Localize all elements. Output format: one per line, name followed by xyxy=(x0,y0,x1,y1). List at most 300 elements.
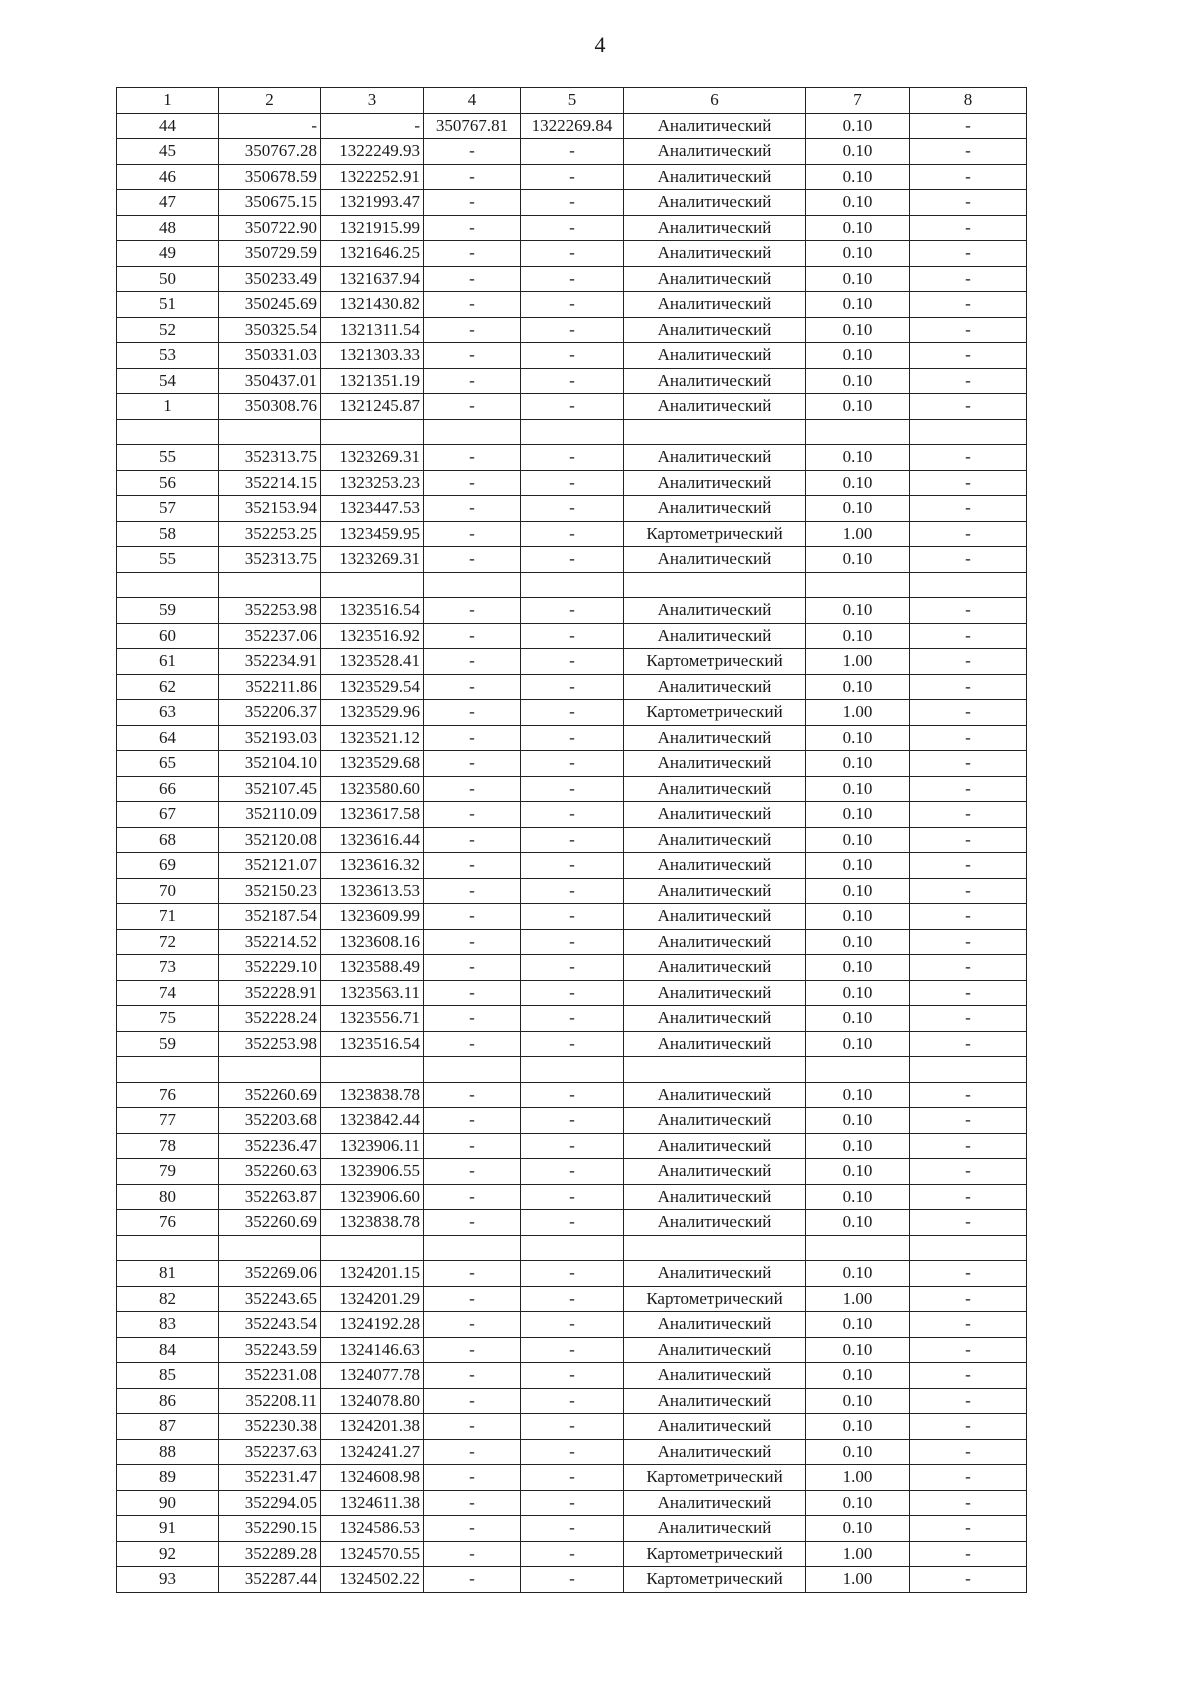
method-cell: Аналитический xyxy=(624,623,806,649)
note-cell: - xyxy=(910,1261,1027,1287)
y-coordinate-cell: 1323838.78 xyxy=(321,1082,424,1108)
y-coordinate-cell: 1324570.55 xyxy=(321,1541,424,1567)
page-number: 4 xyxy=(594,32,606,57)
y-coordinate-cell: 1321245.87 xyxy=(321,394,424,420)
table-row xyxy=(117,700,1027,726)
y-new-coordinate-cell: - xyxy=(521,445,624,471)
method-cell: Аналитический xyxy=(624,955,806,981)
note-cell: - xyxy=(910,113,1027,139)
precision-cell: 0.10 xyxy=(806,598,910,624)
note-cell: - xyxy=(910,776,1027,802)
note-cell: - xyxy=(910,598,1027,624)
x-new-coordinate-cell: - xyxy=(424,1159,521,1185)
y-new-coordinate-cell xyxy=(521,572,624,598)
note-cell: - xyxy=(910,649,1027,675)
x-new-coordinate-cell xyxy=(424,1235,521,1261)
y-coordinate-cell: 1321303.33 xyxy=(321,343,424,369)
y-coordinate-cell: 1324201.29 xyxy=(321,1286,424,1312)
table-row xyxy=(117,1082,1027,1108)
x-coordinate-cell: 352269.06 xyxy=(219,1261,321,1287)
point-number-cell: 66 xyxy=(117,776,219,802)
point-number-cell: 55 xyxy=(117,445,219,471)
x-coordinate-cell: 352211.86 xyxy=(219,674,321,700)
x-coordinate-cell: 352229.10 xyxy=(219,955,321,981)
method-cell: Аналитический xyxy=(624,725,806,751)
precision-cell: 0.10 xyxy=(806,878,910,904)
y-new-coordinate-cell: - xyxy=(521,878,624,904)
point-number-cell: 74 xyxy=(117,980,219,1006)
note-cell xyxy=(910,419,1027,445)
precision-cell: 1.00 xyxy=(806,1465,910,1491)
y-coordinate-cell: 1323613.53 xyxy=(321,878,424,904)
header-cell: 5 xyxy=(521,88,624,114)
x-new-coordinate-cell: - xyxy=(424,470,521,496)
table-row xyxy=(117,1210,1027,1236)
note-cell: - xyxy=(910,1439,1027,1465)
point-number-cell: 52 xyxy=(117,317,219,343)
point-number-cell xyxy=(117,1235,219,1261)
note-cell: - xyxy=(910,700,1027,726)
x-coordinate-cell: 350331.03 xyxy=(219,343,321,369)
x-new-coordinate-cell: - xyxy=(424,878,521,904)
method-cell: Аналитический xyxy=(624,1210,806,1236)
method-cell: Аналитический xyxy=(624,1312,806,1338)
table-row xyxy=(117,1567,1027,1593)
x-coordinate-cell: 350767.28 xyxy=(219,139,321,165)
y-new-coordinate-cell: - xyxy=(521,266,624,292)
y-new-coordinate-cell: - xyxy=(521,164,624,190)
y-coordinate-cell: 1323588.49 xyxy=(321,955,424,981)
y-new-coordinate-cell: - xyxy=(521,674,624,700)
precision-cell: 0.10 xyxy=(806,394,910,420)
point-number-cell: 56 xyxy=(117,470,219,496)
method-cell: Аналитический xyxy=(624,878,806,904)
y-coordinate-cell: 1324201.38 xyxy=(321,1414,424,1440)
point-number-cell: 51 xyxy=(117,292,219,318)
note-cell: - xyxy=(910,343,1027,369)
y-new-coordinate-cell: - xyxy=(521,1082,624,1108)
point-number-cell: 69 xyxy=(117,853,219,879)
x-coordinate-cell: 352214.52 xyxy=(219,929,321,955)
precision-cell: 0.10 xyxy=(806,1108,910,1134)
y-coordinate-cell: 1323521.12 xyxy=(321,725,424,751)
y-new-coordinate-cell: - xyxy=(521,343,624,369)
y-coordinate-cell: 1324192.28 xyxy=(321,1312,424,1338)
x-coordinate-cell: 352290.15 xyxy=(219,1516,321,1542)
y-coordinate-cell: 1324078.80 xyxy=(321,1388,424,1414)
point-number-cell: 58 xyxy=(117,521,219,547)
note-cell: - xyxy=(910,1159,1027,1185)
precision-cell xyxy=(806,1057,910,1083)
header-cell: 8 xyxy=(910,88,1027,114)
precision-cell: 0.10 xyxy=(806,623,910,649)
method-cell: Аналитический xyxy=(624,980,806,1006)
y-coordinate-cell: 1324611.38 xyxy=(321,1490,424,1516)
method-cell: Аналитический xyxy=(624,1363,806,1389)
y-coordinate-cell: 1323556.71 xyxy=(321,1006,424,1032)
y-coordinate-cell: 1323528.41 xyxy=(321,649,424,675)
x-new-coordinate-cell: - xyxy=(424,215,521,241)
note-cell: - xyxy=(910,674,1027,700)
y-coordinate-cell: 1323447.53 xyxy=(321,496,424,522)
table-row xyxy=(117,1465,1027,1491)
note-cell xyxy=(910,1235,1027,1261)
note-cell: - xyxy=(910,1363,1027,1389)
note-cell xyxy=(910,572,1027,598)
note-cell: - xyxy=(910,904,1027,930)
y-new-coordinate-cell: - xyxy=(521,1490,624,1516)
precision-cell: 0.10 xyxy=(806,827,910,853)
y-coordinate-cell: 1321646.25 xyxy=(321,241,424,267)
x-new-coordinate-cell: - xyxy=(424,1261,521,1287)
precision-cell: 0.10 xyxy=(806,1516,910,1542)
table-row xyxy=(117,1516,1027,1542)
x-new-coordinate-cell: - xyxy=(424,827,521,853)
y-coordinate-cell: 1323529.96 xyxy=(321,700,424,726)
x-new-coordinate-cell: - xyxy=(424,1031,521,1057)
y-coordinate-cell: - xyxy=(321,113,424,139)
x-new-coordinate-cell: - xyxy=(424,1465,521,1491)
note-cell: - xyxy=(910,266,1027,292)
method-cell: Аналитический xyxy=(624,802,806,828)
x-coordinate-cell xyxy=(219,1057,321,1083)
table-row xyxy=(117,139,1027,165)
x-coordinate-cell xyxy=(219,572,321,598)
coordinates-table xyxy=(116,87,1027,1593)
y-new-coordinate-cell: - xyxy=(521,1286,624,1312)
precision-cell: 0.10 xyxy=(806,1210,910,1236)
note-cell: - xyxy=(910,980,1027,1006)
precision-cell: 0.10 xyxy=(806,1159,910,1185)
table-row xyxy=(117,598,1027,624)
x-new-coordinate-cell: - xyxy=(424,317,521,343)
table-row xyxy=(117,190,1027,216)
note-cell: - xyxy=(910,521,1027,547)
y-coordinate-cell: 1323609.99 xyxy=(321,904,424,930)
point-number-cell: 54 xyxy=(117,368,219,394)
y-coordinate-cell: 1323563.11 xyxy=(321,980,424,1006)
x-coordinate-cell: 352236.47 xyxy=(219,1133,321,1159)
x-new-coordinate-cell: - xyxy=(424,853,521,879)
y-new-coordinate-cell: - xyxy=(521,521,624,547)
note-cell: - xyxy=(910,1567,1027,1593)
y-coordinate-cell: 1321430.82 xyxy=(321,292,424,318)
method-cell: Аналитический xyxy=(624,368,806,394)
point-number-cell xyxy=(117,419,219,445)
x-coordinate-cell: 352243.54 xyxy=(219,1312,321,1338)
y-coordinate-cell: 1321311.54 xyxy=(321,317,424,343)
x-new-coordinate-cell: - xyxy=(424,1133,521,1159)
table-row xyxy=(117,1184,1027,1210)
precision-cell: 0.10 xyxy=(806,266,910,292)
method-cell: Аналитический xyxy=(624,1133,806,1159)
note-cell: - xyxy=(910,1541,1027,1567)
blank-separator-row xyxy=(117,1235,1027,1261)
x-new-coordinate-cell: - xyxy=(424,1414,521,1440)
table-row xyxy=(117,521,1027,547)
precision-cell: 0.10 xyxy=(806,1261,910,1287)
method-cell: Аналитический xyxy=(624,1108,806,1134)
x-coordinate-cell: 352110.09 xyxy=(219,802,321,828)
table-body xyxy=(117,88,1027,1593)
method-cell: Аналитический xyxy=(624,1031,806,1057)
y-new-coordinate-cell: - xyxy=(521,368,624,394)
precision-cell: 0.10 xyxy=(806,292,910,318)
x-new-coordinate-cell xyxy=(424,572,521,598)
y-new-coordinate-cell: - xyxy=(521,1210,624,1236)
point-number-cell: 86 xyxy=(117,1388,219,1414)
note-cell: - xyxy=(910,496,1027,522)
point-number-cell: 61 xyxy=(117,649,219,675)
y-new-coordinate-cell: - xyxy=(521,215,624,241)
note-cell: - xyxy=(910,1312,1027,1338)
x-new-coordinate-cell: - xyxy=(424,929,521,955)
y-new-coordinate-cell: - xyxy=(521,1108,624,1134)
y-new-coordinate-cell: - xyxy=(521,1363,624,1389)
table-row xyxy=(117,241,1027,267)
x-coordinate-cell: 352253.25 xyxy=(219,521,321,547)
x-new-coordinate-cell: - xyxy=(424,700,521,726)
y-coordinate-cell: 1321993.47 xyxy=(321,190,424,216)
method-cell: Аналитический xyxy=(624,1261,806,1287)
table-row xyxy=(117,368,1027,394)
x-new-coordinate-cell: - xyxy=(424,343,521,369)
point-number-cell: 44 xyxy=(117,113,219,139)
precision-cell: 0.10 xyxy=(806,751,910,777)
x-new-coordinate-cell: - xyxy=(424,623,521,649)
y-new-coordinate-cell: - xyxy=(521,190,624,216)
x-coordinate-cell: 352231.47 xyxy=(219,1465,321,1491)
x-coordinate-cell: 352313.75 xyxy=(219,547,321,573)
note-cell: - xyxy=(910,139,1027,165)
y-coordinate-cell: 1323842.44 xyxy=(321,1108,424,1134)
point-number-cell: 46 xyxy=(117,164,219,190)
x-coordinate-cell: 352237.06 xyxy=(219,623,321,649)
precision-cell: 0.10 xyxy=(806,929,910,955)
y-new-coordinate-cell: - xyxy=(521,1516,624,1542)
x-new-coordinate-cell: - xyxy=(424,1108,521,1134)
table-row xyxy=(117,113,1027,139)
x-new-coordinate-cell: - xyxy=(424,802,521,828)
table-row xyxy=(117,164,1027,190)
table-row xyxy=(117,470,1027,496)
header-cell: 4 xyxy=(424,88,521,114)
precision-cell: 0.10 xyxy=(806,1312,910,1338)
x-coordinate-cell: 352228.91 xyxy=(219,980,321,1006)
precision-cell xyxy=(806,1235,910,1261)
point-number-cell: 67 xyxy=(117,802,219,828)
y-coordinate-cell: 1323617.58 xyxy=(321,802,424,828)
point-number-cell: 78 xyxy=(117,1133,219,1159)
x-coordinate-cell: 350245.69 xyxy=(219,292,321,318)
x-coordinate-cell: 352230.38 xyxy=(219,1414,321,1440)
precision-cell: 0.10 xyxy=(806,904,910,930)
note-cell: - xyxy=(910,802,1027,828)
x-coordinate-cell xyxy=(219,419,321,445)
note-cell: - xyxy=(910,215,1027,241)
note-cell: - xyxy=(910,1210,1027,1236)
precision-cell: 0.10 xyxy=(806,215,910,241)
y-new-coordinate-cell: - xyxy=(521,700,624,726)
note-cell: - xyxy=(910,751,1027,777)
note-cell: - xyxy=(910,547,1027,573)
precision-cell xyxy=(806,572,910,598)
x-coordinate-cell: 352121.07 xyxy=(219,853,321,879)
y-new-coordinate-cell: - xyxy=(521,1541,624,1567)
y-new-coordinate-cell: - xyxy=(521,751,624,777)
header-cell: 3 xyxy=(321,88,424,114)
x-coordinate-cell: 352120.08 xyxy=(219,827,321,853)
note-cell: - xyxy=(910,368,1027,394)
precision-cell: 0.10 xyxy=(806,1133,910,1159)
note-cell: - xyxy=(910,164,1027,190)
x-new-coordinate-cell: - xyxy=(424,1184,521,1210)
method-cell: Аналитический xyxy=(624,1439,806,1465)
precision-cell: 1.00 xyxy=(806,521,910,547)
x-coordinate-cell: 352208.11 xyxy=(219,1388,321,1414)
precision-cell: 0.10 xyxy=(806,317,910,343)
blank-separator-row xyxy=(117,1057,1027,1083)
precision-cell: 0.10 xyxy=(806,1337,910,1363)
precision-cell: 0.10 xyxy=(806,1082,910,1108)
x-new-coordinate-cell: - xyxy=(424,955,521,981)
point-number-cell: 53 xyxy=(117,343,219,369)
table-row xyxy=(117,1363,1027,1389)
x-coordinate-cell: 352187.54 xyxy=(219,904,321,930)
x-new-coordinate-cell: - xyxy=(424,164,521,190)
precision-cell: 0.10 xyxy=(806,980,910,1006)
method-cell: Аналитический xyxy=(624,1337,806,1363)
y-new-coordinate-cell xyxy=(521,419,624,445)
header-cell: 7 xyxy=(806,88,910,114)
x-coordinate-cell: 350722.90 xyxy=(219,215,321,241)
blank-separator-row xyxy=(117,572,1027,598)
table-row xyxy=(117,853,1027,879)
point-number-cell: 93 xyxy=(117,1567,219,1593)
point-number-cell: 82 xyxy=(117,1286,219,1312)
x-coordinate-cell: 352260.69 xyxy=(219,1210,321,1236)
y-new-coordinate-cell: - xyxy=(521,929,624,955)
table-row xyxy=(117,751,1027,777)
note-cell: - xyxy=(910,1184,1027,1210)
point-number-cell: 76 xyxy=(117,1210,219,1236)
y-new-coordinate-cell: - xyxy=(521,1006,624,1032)
y-coordinate-cell xyxy=(321,572,424,598)
precision-cell: 0.10 xyxy=(806,241,910,267)
method-cell: Аналитический xyxy=(624,547,806,573)
y-coordinate-cell: 1323269.31 xyxy=(321,445,424,471)
note-cell: - xyxy=(910,1490,1027,1516)
point-number-cell: 59 xyxy=(117,1031,219,1057)
precision-cell: 0.10 xyxy=(806,674,910,700)
table-row xyxy=(117,1108,1027,1134)
x-coordinate-cell: 350729.59 xyxy=(219,241,321,267)
table-row xyxy=(117,496,1027,522)
point-number-cell: 48 xyxy=(117,215,219,241)
table-row xyxy=(117,674,1027,700)
method-cell: Аналитический xyxy=(624,292,806,318)
y-new-coordinate-cell: - xyxy=(521,649,624,675)
method-cell: Аналитический xyxy=(624,1414,806,1440)
note-cell: - xyxy=(910,878,1027,904)
x-coordinate-cell: 352263.87 xyxy=(219,1184,321,1210)
x-coordinate-cell: 352153.94 xyxy=(219,496,321,522)
precision-cell: 0.10 xyxy=(806,139,910,165)
precision-cell: 0.10 xyxy=(806,496,910,522)
header-cell: 2 xyxy=(219,88,321,114)
method-cell: Аналитический xyxy=(624,751,806,777)
precision-cell: 0.10 xyxy=(806,547,910,573)
precision-cell: 0.10 xyxy=(806,445,910,471)
note-cell: - xyxy=(910,394,1027,420)
table-row xyxy=(117,547,1027,573)
table-row xyxy=(117,980,1027,1006)
x-new-coordinate-cell: - xyxy=(424,980,521,1006)
x-new-coordinate-cell: - xyxy=(424,776,521,802)
y-new-coordinate-cell: - xyxy=(521,1184,624,1210)
x-new-coordinate-cell: - xyxy=(424,496,521,522)
precision-cell: 0.10 xyxy=(806,853,910,879)
x-new-coordinate-cell: - xyxy=(424,1388,521,1414)
y-new-coordinate-cell: - xyxy=(521,827,624,853)
x-coordinate-cell: 352104.10 xyxy=(219,751,321,777)
y-new-coordinate-cell: - xyxy=(521,1567,624,1593)
point-number-cell: 65 xyxy=(117,751,219,777)
precision-cell: 0.10 xyxy=(806,470,910,496)
x-new-coordinate-cell: - xyxy=(424,904,521,930)
table-row xyxy=(117,1388,1027,1414)
x-coordinate-cell: 352231.08 xyxy=(219,1363,321,1389)
x-new-coordinate-cell: - xyxy=(424,292,521,318)
x-new-coordinate-cell: - xyxy=(424,521,521,547)
y-coordinate-cell: 1323529.68 xyxy=(321,751,424,777)
method-cell: Картометрический xyxy=(624,649,806,675)
table-row xyxy=(117,1490,1027,1516)
note-cell: - xyxy=(910,470,1027,496)
y-new-coordinate-cell: - xyxy=(521,853,624,879)
table-row xyxy=(117,1414,1027,1440)
blank-separator-row xyxy=(117,419,1027,445)
note-cell: - xyxy=(910,317,1027,343)
note-cell: - xyxy=(910,1031,1027,1057)
note-cell: - xyxy=(910,1465,1027,1491)
coordinates-table-container xyxy=(116,87,1026,1593)
point-number-cell: 79 xyxy=(117,1159,219,1185)
x-new-coordinate-cell: - xyxy=(424,751,521,777)
note-cell: - xyxy=(910,1516,1027,1542)
precision-cell: 0.10 xyxy=(806,1031,910,1057)
precision-cell: 0.10 xyxy=(806,1006,910,1032)
y-new-coordinate-cell: - xyxy=(521,1465,624,1491)
note-cell: - xyxy=(910,1414,1027,1440)
x-coordinate-cell: 352294.05 xyxy=(219,1490,321,1516)
precision-cell: 0.10 xyxy=(806,113,910,139)
precision-cell: 0.10 xyxy=(806,725,910,751)
method-cell: Аналитический xyxy=(624,266,806,292)
y-coordinate-cell xyxy=(321,419,424,445)
table-row xyxy=(117,649,1027,675)
x-coordinate-cell: 352234.91 xyxy=(219,649,321,675)
method-cell xyxy=(624,1057,806,1083)
table-row xyxy=(117,394,1027,420)
table-row xyxy=(117,292,1027,318)
point-number-cell: 84 xyxy=(117,1337,219,1363)
x-new-coordinate-cell: - xyxy=(424,445,521,471)
x-new-coordinate-cell: - xyxy=(424,241,521,267)
method-cell: Аналитический xyxy=(624,1082,806,1108)
method-cell: Аналитический xyxy=(624,674,806,700)
note-cell: - xyxy=(910,1133,1027,1159)
